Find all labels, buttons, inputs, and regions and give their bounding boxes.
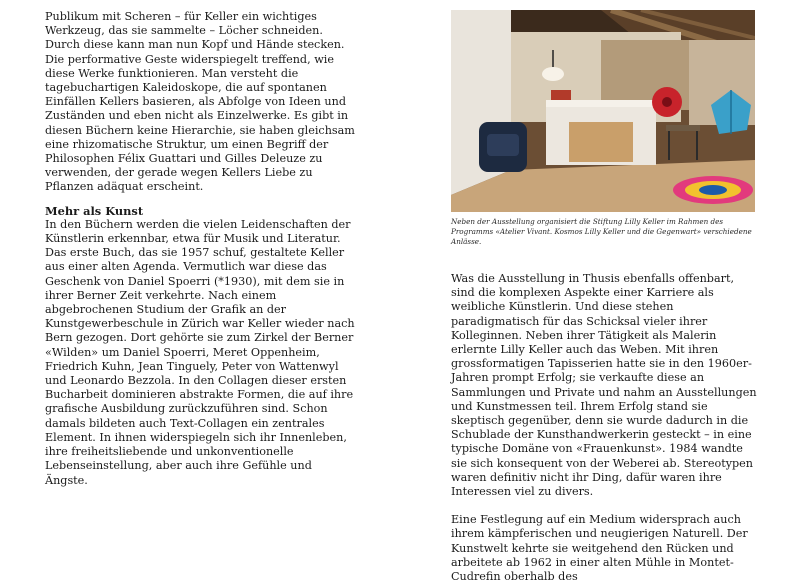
right-paragraph-1: Was die Ausstellung in Thusis ebenfalls offenbart, sind die komplexen Aspekte einer Karriere als weibliche Künstlerin. Und diese stehen paradigmatisch für das Schicksal vieler ihrer Kolleginnen. Neben ihrer Tätigkeit als Malerin erlernte Lilly Keller auch das Weben. Mit ihren grossformatigen Tapisserien hatte sie in den 1960er-Jahren prompt Erfolg; sie verkaufte diese an Sammlungen und Private und nahm an Ausstellungen und Kunstmessen teil. Ihrem Erfolg stand sie skeptisch gegenüber, denn sie wurde dadurch in die Schublade der Kunsthandwerkerin gesteckt – in eine typische Domäne von «Frauenkunst». 1984 wandte sie sich konsequent von der Weberei ab. Stereotypen waren definitiv nicht ihr Ding, dafür waren ihre Interessen viel zu divers.	[451, 272, 757, 499]
intro-paragraph: Publikum mit Scheren – für Keller ein wichtiges Werkzeug, das sie sammelte – Löcher schneiden. Durch diese kann man nun Kopf und Hände stecken. Die performative Geste widerspiegelt treffend, wie diese Werke funktionieren. Man versteht die tagebuchartigen Kaleidoskope, die auf spontanen Einfällen Kellers basieren, als Abfolge von Ideen und Zuständen und eben nicht als Einzelwerke. Es gibt in diesen Büchern keine Hierarchie, sie haben gleichsam eine rhizomatische Struktur, um einen Begriff der Philosophen Félix Guattari und Gilles Deleuze zu verwenden, der gerade wegen Kellers Liebe zu Pflanzen adäquat erscheint.	[45, 10, 355, 194]
section-heading: Mehr als Kunst	[45, 203, 144, 218]
right-paragraph-2: Eine Festlegung auf ein Medium widersprach auch ihrem kämpferischen und neugierigen Naturell. Der Kunstwelt kehrte sie weitgehend den Rücken und arbeitete ab 1962 in einer alten Mühle in Montet-Cudrefin oberhalb des	[451, 513, 748, 584]
photo-caption: Neben der Ausstellung organisiert die Stiftung Lilly Keller im Rahmen des Programms «Atelier Vivant. Kosmos Lilly Keller und die Gegenwart» verschiedene Anlässe.	[451, 217, 752, 246]
studio-photo	[451, 10, 755, 212]
main-paragraph: In den Büchern werden die vielen Leidenschaften der Künstlerin erkennbar, etwa für Musik und Literatur. Das erste Buch, das sie 1957 schuf, gestaltete Keller aus einer alten Agenda. Vermutlich war diese das Geschenk von Daniel Spoerri (*1930), mit dem sie in ihrer Berner Zeit verkehrte. Nach einem abgebrochenen Studium der Grafik an der Kunstgewerbeschule in Zürich war Keller wieder nach Bern gezogen. Dort gehörte sie zum Zirkel der Berner «Wilden» um Daniel Spoerri, Meret Oppenheim, Friedrich Kuhn, Jean Tinguely, Peter von Wattenwyl und Leonardo Bezzola. In den Collagen dieser ersten Bucharbeit dominieren abstrakte Formen, die auf ihre grafische Ausbildung zurückzuführen sind. Schon damals bildeten auch Text-Collagen ein zentrales Element. In ihnen widerspiegeln sich ihr Innenleben, ihre freiheitsliebende und unkonventionelle Lebenseinstellung, aber auch ihre Gefühle und Ängste.	[45, 217, 355, 487]
right-column	[451, 272, 757, 584]
left-column	[45, 10, 355, 488]
